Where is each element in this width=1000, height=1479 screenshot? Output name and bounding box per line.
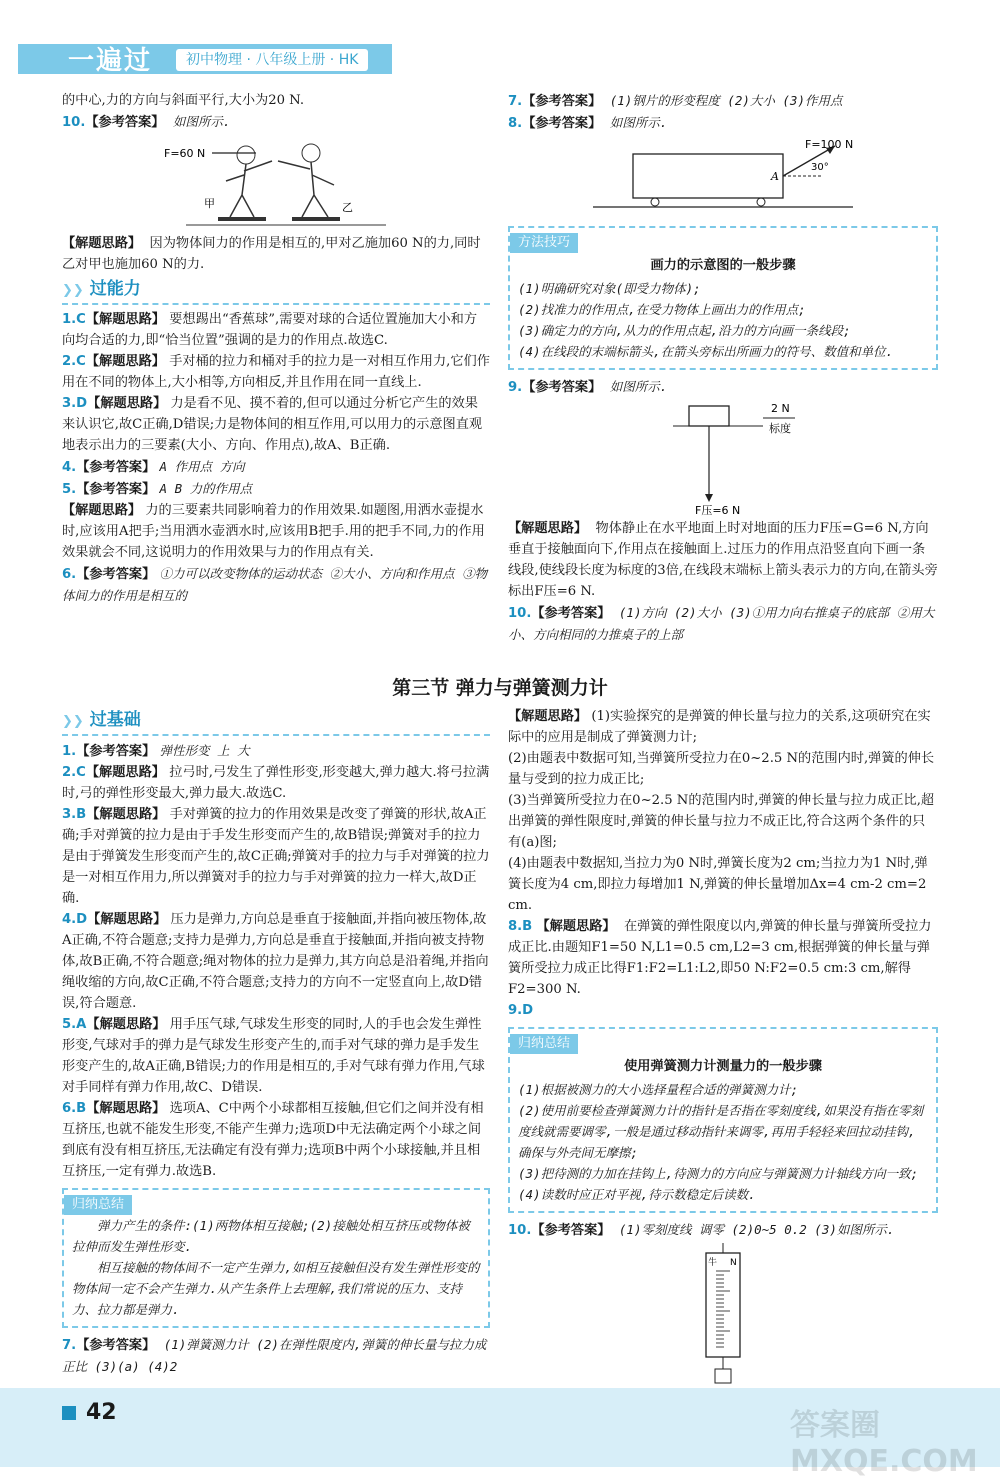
arrow-head — [705, 494, 713, 502]
question-body: ①力可以改变物体的运动状态 ②大小、方向和作用点 ③物体间力的作用是相互的 — [62, 566, 488, 603]
answer-text: (1)零刻度线 调零 (2)0~5 0.2 (3)如图所示. — [618, 1222, 895, 1237]
skaters-figure — [146, 135, 406, 231]
question-tag: 【解题思路】 — [87, 912, 167, 927]
person-a-body — [226, 161, 272, 217]
force-label: F=100 N — [805, 138, 854, 151]
explanation-text: 在弹簧的弹性限度以内,弹簧的伸长量与弹簧所受拉力成正比.由题知F1=50 N,L1=0.5 cm,L2=3 cm,根据弹簧的伸长量与弹簧所受拉力成正比得F1:F2=L1:L2,即50 N:F2=0.5 cm:3 cm,解得F2=300 N. — [508, 919, 932, 997]
person-b-body — [278, 161, 334, 217]
method-step: (2)找准力的作用点,在受力物体上画出力的作用点; — [518, 302, 806, 317]
cart-figure — [573, 136, 873, 220]
question-body: 用手压气球,气球发生形变的同时,人的手也会发生弹性形变,气球对手的弹力是气球发生形变产生的,而手对气球的弹力是手发生形变产生的,故A正确,B错误;力的作用是相互的,手对气球有弹力作用,气球对手同样有弹力作用,故C、D错误. — [62, 1017, 485, 1095]
question-number: 10. — [62, 115, 86, 130]
summary-step: (4)读数时应正对平视,待示数稳定后读数. — [518, 1187, 756, 1202]
answer-text: 如图所示. — [172, 114, 231, 129]
question-body: 要想踢出“香蕉球”,需要对球的合适位置施加大小和方向均合适的力,即“恰当位置”强调的是力的作用点.故选C. — [62, 312, 478, 348]
explanation-line: (1)实验探究的是弹簧的伸长量与拉力的关系,这项研究在实际中的应用是制成了弹簧测力计; — [508, 709, 931, 745]
question-item — [62, 1014, 490, 1098]
question-item — [62, 563, 490, 607]
question-tag: 【解题思路】 — [86, 1101, 166, 1116]
answer-text: (1)弹簧测力计 (2)在弹性限度内,弹簧的伸长量与拉力成正比 (3)(a) (4)2 — [62, 1337, 487, 1374]
summary-title: 使用弹簧测力计测量力的一般步骤 — [624, 1059, 822, 1074]
explanation-text: 物体静止在水平地面上时对地面的压力F压=G=6 N,方向垂直于接触面向下,作用点在接触面上.过压力的作用点沿竖直向下画一条线段,使线段长度为标度的3倍,在线段末端标上箭头表示力的方向,在箭头旁标出F压=6 N. — [508, 521, 938, 599]
summary-line: 弹力产生的条件:(1)两物体相互接触;(2)接触处相互挤压或物体被拉伸而发生弹性形变. — [72, 1218, 470, 1254]
scale-body — [706, 1253, 740, 1357]
summary-box — [62, 1188, 490, 1328]
person-a-label: 甲 — [204, 197, 215, 210]
question-8 — [508, 916, 938, 1000]
watermark: 答案圈 MXQE.COM — [790, 1408, 978, 1479]
question-tag: 【解题思路】 — [85, 765, 165, 780]
question-body: 弹性形变 上 大 — [159, 743, 250, 758]
wing-icon: ❯❯ — [62, 283, 84, 298]
question-number: 9.D — [508, 1003, 534, 1018]
section-title: 第三节 弹力与弹簧测力计 — [392, 677, 608, 699]
skateboard-b — [292, 217, 340, 221]
explanation-tag: 【解题思路】 — [536, 919, 616, 934]
question-item — [62, 478, 490, 500]
question-number: 9. — [508, 380, 523, 395]
summary-tag: 归纳总结 — [510, 1034, 578, 1054]
cart-wheel-right — [757, 198, 765, 206]
answer-tag: 【参考答案】 — [531, 1223, 611, 1238]
explanation-tag: 【解题思路】 — [508, 521, 588, 536]
question-item — [62, 1098, 490, 1182]
answer-text: 如图所示. — [609, 115, 668, 130]
right-column-top — [508, 90, 938, 646]
page-marker-icon — [62, 1406, 76, 1420]
question-item — [62, 740, 490, 762]
question-number: 2.C — [62, 354, 86, 369]
left-column-top — [62, 90, 490, 607]
question-number: 5. — [62, 482, 77, 497]
question-body: 拉弓时,弓发生了弹性形变,形变越大,弹力越大.将弓拉满时,弓的弹性形变最大,弹力最大.故选C. — [62, 765, 490, 801]
method-step: (4)在线段的末端标箭头,在箭头旁标出所画力的符号、数值和单位. — [518, 344, 894, 359]
question-8 — [508, 112, 938, 134]
explanation-line: (3)当弹簧所受拉力在0~2.5 N的范围内时,弹簧的伸长量与拉力成正比,超出弹簧的弹性限度时,弹簧的伸长量与拉力不成正比,符合这两个条件的只有(a)图; — [508, 793, 935, 850]
question-6-explanation — [508, 706, 938, 748]
unit-label-right: N — [730, 1258, 737, 1268]
question-tag: 【解题思路】 — [85, 354, 165, 369]
question-tag: 【参考答案】 — [76, 460, 156, 475]
ability-questions — [62, 309, 490, 607]
answer-text: (1)钢片的形变程度 (2)大小 (3)作用点 — [609, 93, 843, 108]
summary-step: (2)使用前要检查弹簧测力计的指针是否指在零刻度线,如果没有指在零刻度线就需要调零,一般是通过移动指针来调零,再用手轻轻来回拉动挂钩,确保与外壳间无摩擦; — [518, 1103, 924, 1160]
block — [689, 406, 729, 426]
question-number: 7. — [62, 1338, 77, 1353]
question-number: 6. — [62, 567, 77, 582]
angle-label: 30° — [811, 162, 829, 173]
question-number: 6.B — [62, 1101, 87, 1116]
explanation-line: (4)由题表中数据知,当拉力为0 N时,弹簧长度为2 cm;当拉力为1 N时,弹簧长度为4 cm,即拉力每增加1 N,弹簧的伸长量增加Δx=4 cm-2 cm=2 cm. — [508, 856, 928, 913]
question-9-explanation — [508, 518, 938, 602]
question-body: A 作用点 方向 — [159, 459, 245, 474]
question-number: 5.A — [62, 1017, 87, 1032]
question-item — [62, 804, 490, 909]
unit-label-left: 牛 — [708, 1258, 718, 1268]
question-item — [62, 456, 490, 478]
section-label: 过基础 — [89, 710, 141, 730]
question-10 — [62, 111, 490, 133]
summary-step: (3)把待测的力加在挂钩上,待测力的方向应与弹簧测力计轴线方向一致; — [518, 1166, 919, 1181]
question-number: 1. — [62, 744, 77, 759]
answer-tag: 【参考答案】 — [522, 116, 602, 131]
question-item — [62, 762, 490, 804]
question-number: 10. — [508, 1223, 532, 1238]
method-step: (3)确定力的方向,从力的作用点起,沿力的方向画一条线段; — [518, 323, 851, 338]
question-body: A B 力的作用点 — [159, 481, 253, 496]
section-heading-ability — [62, 279, 490, 305]
right-column-bottom — [508, 706, 938, 1395]
question-item — [62, 309, 490, 351]
explanation-line: (2)由题表中数据可知,当弹簧所受拉力在0~2.5 N的范围内时,弹簧的伸长量与受到的拉力成正比; — [508, 751, 935, 787]
question-body: 手对弹簧的拉力的作用效果是改变了弹簧的形状,故A正确;手对弹簧的拉力是由于手发生形变而产生的,故B错误;弹簧对手的拉力是由于弹簧发生形变而产生的,故C正确;弹簧对手的拉力与手对弹簧的拉力是一对相互作用力,所以弹簧对手的拉力与手对弹簧的拉力一样大,故D正确. — [62, 807, 490, 906]
question-body: 手对桶的拉力和桶对手的拉力是一对相互作用力,它们作用在不同的物体上,大小相等,方向相反,并且作用在同一直线上. — [62, 354, 490, 390]
section-label: 过能力 — [89, 279, 141, 299]
answer-tag: 【参考答案】 — [522, 94, 602, 109]
cart-wheel-left — [651, 198, 659, 206]
method-tag: 方法技巧 — [510, 233, 578, 253]
question-number: 8. — [508, 116, 523, 131]
question-body: 力是看不见、摸不着的,但可以通过分析它产生的效果来认识它,故C正确,D错误;力是物体间的相互作用,可以用力的示意图直观地表示出力的三要素(大小、方向、作用点),故A、B正确. — [62, 396, 483, 453]
weight-block — [715, 1369, 731, 1383]
answer-text: (1)方向 (2)大小 (3)①用力向右推桌子的底部 ②用大小、方向相同的力推桌子的上部 — [508, 605, 935, 642]
question-tag: 【解题思路】 — [62, 503, 142, 518]
section-heading-basics — [62, 710, 490, 736]
question-number: 4. — [62, 460, 77, 475]
summary-tag: 归纳总结 — [64, 1195, 132, 1215]
answer-tag: 【参考答案】 — [531, 606, 611, 621]
explanation-tag: 【解题思路】 — [62, 236, 142, 251]
person-b-head — [302, 144, 320, 162]
person-a-head — [237, 146, 255, 164]
question-number: 1.C — [62, 312, 86, 327]
wing-icon: ❯❯ — [62, 714, 84, 729]
question-tag: 【解题思路】 — [87, 396, 167, 411]
question-number: 3.B — [62, 807, 87, 822]
subject-label: 初中物理 · 八年级上册 · HK — [176, 49, 368, 71]
question-9 — [508, 1000, 938, 1021]
question-10 — [508, 602, 938, 646]
scale-label: 标度 — [769, 422, 791, 435]
question-9 — [508, 376, 938, 398]
force-label: F压=6 N — [695, 504, 741, 516]
brand-title: 一遍过 — [68, 46, 153, 76]
answer-text: 如图所示. — [609, 379, 668, 394]
question-body: 压力是弹力,方向总是垂直于接触面,并指向被压物体,故A正确,不符合题意;支持力是弹力,方向总是垂直于接触面,并指向被支持物体,故B正确,不符合题意;绳对物体的拉力是弹力,其方向总是沿着绳,并指向绳收缩的方向,故C正确,不符合题意;支持力的方向不一定竖直向上,故D错误,符合题意. — [62, 912, 489, 1011]
method-step: (1)明确研究对象(即受力物体); — [518, 281, 701, 296]
question-number: 4.D — [62, 912, 88, 927]
point-label: A — [771, 170, 779, 183]
skateboard-a — [218, 217, 266, 221]
question-number: 7. — [508, 94, 523, 109]
question-10-explanation — [62, 233, 490, 275]
question-tag: 【参考答案】 — [76, 744, 156, 759]
question-7 — [62, 1334, 490, 1378]
summary-box-2 — [508, 1027, 938, 1213]
question-item — [62, 500, 490, 563]
scale-value: 2 N — [771, 402, 790, 415]
force-label: F=60 N — [164, 147, 206, 160]
cart-body — [633, 154, 783, 198]
page-header — [0, 0, 1000, 84]
intro-text: 的中心,力的方向与斜面平行,大小为20 N. — [62, 93, 305, 108]
basic-questions — [62, 740, 490, 1182]
question-body: 力的三要素共同影响着力的作用效果.如题图,用洒水壶提水时,应该用A把手;当用洒水壶洒水时,应该用B把手.用的把手不同,力的作用效果就会不同,这说明力的作用效果与力的作用点有关. — [62, 503, 485, 560]
scale-ticks — [716, 1271, 730, 1347]
question-body: 选项A、C中两个小球都相互接触,但它们之间并没有相互挤压,也就不能发生形变,不能产生弹力;选项D中无法确定两个小球之间到底有没有相互挤压,无法确定有没有弹力;选项B中两个小球接触,并且相互挤压,一定有弹力.故选B. — [62, 1101, 484, 1179]
question-7 — [508, 90, 938, 112]
question-item — [62, 351, 490, 393]
answer-tag: 【参考答案】 — [85, 115, 165, 130]
question-number: 8.B — [508, 919, 533, 934]
explanation-text: 因为物体间力的作用是相互的,甲对乙施加60 N的力,同时乙对甲也施加60 N的力. — [62, 236, 481, 272]
question-tag: 【解题思路】 — [85, 312, 165, 327]
method-title: 画力的示意图的一般步骤 — [650, 258, 796, 273]
question-number: 2.C — [62, 765, 86, 780]
summary-step: (1)根据被测力的大小选择量程合适的弹簧测力计; — [518, 1082, 799, 1097]
answer-tag: 【参考答案】 — [76, 1338, 156, 1353]
left-column-bottom — [62, 706, 490, 1378]
question-item — [62, 393, 490, 456]
question-10 — [508, 1219, 938, 1241]
summary-line: 相互接触的物体间不一定产生弹力,如相互接触但没有发生弹性形变的物体间一定不会产生弹力.从产生条件上去理解,我们常说的压力、支持力、拉力都是弹力. — [72, 1260, 480, 1317]
question-tag: 【参考答案】 — [76, 482, 156, 497]
question-tag: 【参考答案】 — [76, 567, 156, 582]
spring-scale-figure — [688, 1243, 758, 1393]
question-number: 3.D — [62, 396, 88, 411]
person-b-label: 乙 — [342, 201, 353, 214]
question-number: 10. — [508, 606, 532, 621]
question-tag: 【解题思路】 — [86, 807, 166, 822]
question-tag: 【解题思路】 — [86, 1017, 166, 1032]
page-number: 42 — [86, 1400, 117, 1425]
question-item — [62, 909, 490, 1014]
explanation-tag: 【解题思路】 — [508, 709, 588, 724]
method-box — [508, 226, 938, 370]
answer-tag: 【参考答案】 — [522, 380, 602, 395]
block-force-figure — [623, 400, 823, 516]
